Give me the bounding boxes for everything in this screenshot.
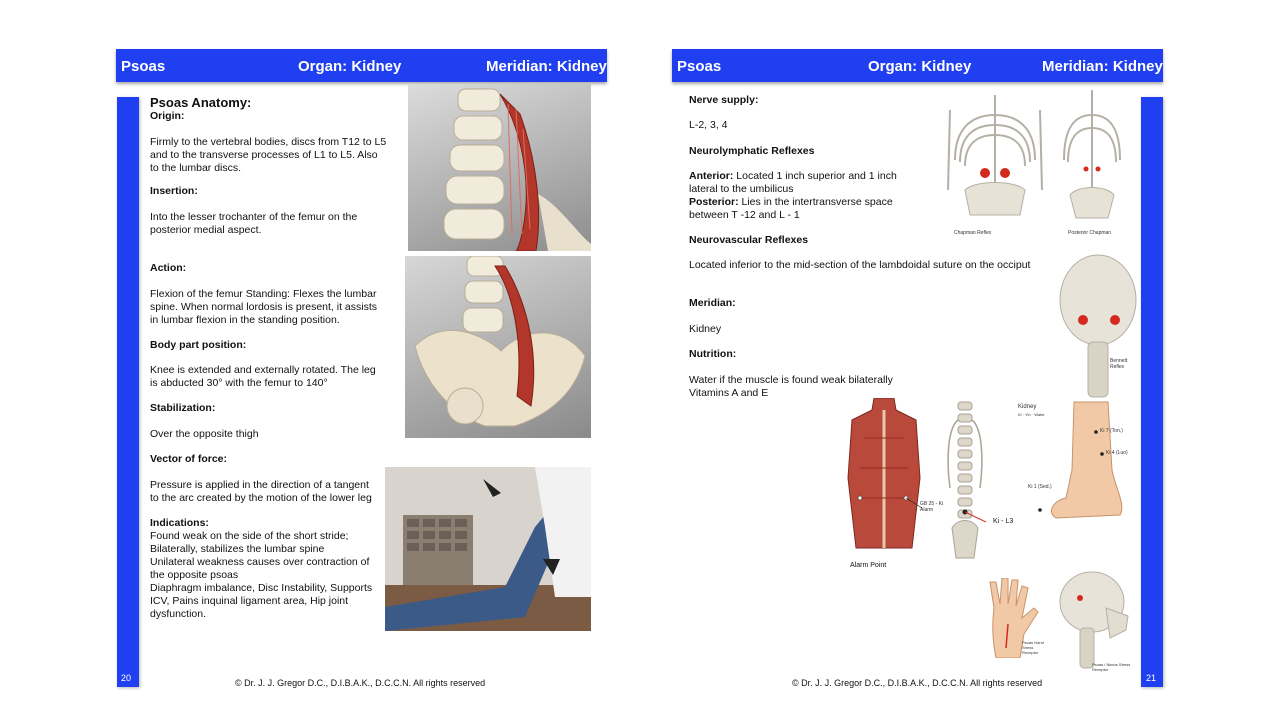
right-header-meridian: Meridian: Kidney [1042, 58, 1163, 75]
nerve-text: L-2, 3, 4 [689, 119, 728, 131]
chapman-reflex-skeleton-image [940, 90, 1050, 240]
psoas-anatomy-image-front [408, 84, 591, 251]
body-position-label: Body part position: [150, 339, 247, 351]
bennett-caption: Bennett Reflex [1110, 358, 1128, 370]
meridian-label: Meridian: [689, 297, 736, 309]
hand-stress-receptor-image [980, 578, 1050, 658]
muscle-test-photo [385, 467, 591, 631]
chapman-caption: Chapman Reflex [954, 230, 992, 236]
left-sidebar [117, 97, 139, 687]
posterior-chapman-skeleton-image [1058, 90, 1126, 240]
left-footer: © Dr. J. J. Gregor D.C., D.I.B.A.K., D.C.C.N. All rights reserved [235, 678, 486, 688]
body-position-text: Knee is extended and externally rotated. The leg is abducted 30° with the femur to 140° [150, 364, 376, 389]
alarm-point-back-image [846, 398, 922, 569]
origin-text: Firmly to the vertebral bodies, discs from T12 to L5 and to the transverse processes of L1 to L5. Also to the lumbar discs. [150, 136, 387, 174]
spine-ki-l3-image [944, 398, 986, 562]
neurovascular-text: Located inferior to the mid-section of the lambdoidal suture on the occiput [689, 259, 1031, 271]
meridian-text: Kidney [689, 323, 722, 335]
ki-l3-caption: Ki - L3 [993, 518, 1014, 525]
vector-label: Vector of force: [150, 453, 228, 465]
kidney-label: Kidney [1018, 404, 1037, 410]
left-header-muscle: Psoas [121, 58, 166, 75]
stabilization-label: Stabilization: [150, 402, 216, 414]
indications-label: Indications: [150, 517, 209, 529]
left-page-number: 20 [121, 673, 132, 683]
neurolymphatic-text: Anterior: Located 1 inch superior and 1 inch lateral to the umbilicus Posterior: Lies in the intertransverse space between T -12 and L - 1 [689, 170, 897, 221]
vector-text: Pressure is applied in the direction of a tangent to the arc created by the motion of the lower leg [150, 479, 372, 504]
right-footer: © Dr. J. J. Gregor D.C., D.I.B.A.K., D.C.C.N. All rights reserved [792, 678, 1043, 688]
nerve-label: Nerve supply: [689, 94, 759, 106]
bennett-reflex-skull-image [1058, 250, 1138, 400]
origin-label: Origin: [150, 110, 185, 122]
kidney-meridian-foot-image [1016, 400, 1128, 520]
nutrition-label: Nutrition: [689, 348, 737, 360]
left-header-meridian: Meridian: Kidney [486, 58, 607, 75]
right-header-organ: Organ: Kidney [868, 58, 972, 75]
left-page-text [150, 96, 400, 175]
insertion-label: Insertion: [150, 185, 198, 197]
action-label: Action: [150, 262, 187, 274]
neurolymphatic-label: Neurolymphatic Reflexes [689, 145, 815, 157]
action-text: Flexion of the femur Standing: Flexes the lumbar spine. When normal lordosis is present, it assists in lumbar flexion in the standing position. [150, 288, 378, 326]
stabilization-text: Over the opposite thigh [150, 428, 259, 440]
page-title: Psoas Anatomy: [150, 95, 252, 110]
neurovascular-label: Neurovascular Reflexes [689, 234, 809, 246]
insertion-text: Into the lesser trochanter of the femur on the posterior medial aspect. [150, 211, 358, 236]
gb25-caption: GB 25 - Ki Alarm [920, 501, 944, 513]
psoas-anatomy-image-pelvis [405, 256, 591, 438]
left-page-header [116, 49, 607, 82]
right-header-muscle: Psoas [677, 58, 722, 75]
right-page-number: 21 [1146, 673, 1157, 683]
nutrition-text: Water if the muscle is found weak bilaterally Vitamins A and E [689, 374, 893, 399]
ki7-caption: Ki 7 (Ton.) [1100, 428, 1123, 434]
ki1-caption: Ki 1 (Sed.) [1028, 484, 1052, 490]
posterior-chapman-caption: Posterior Chapman [1068, 230, 1112, 236]
hand-caption: Psoas Hand Stress Receptor [1022, 640, 1044, 655]
indications-block: Indications: Found weak on the side of the short stride; Bilaterally, stabilizes the lumbar spine Unilateral weakness causes over contraction of the opposite psoas Diaphragm imbalance, Disc Instability, Supports ICV, Pains inquinal ligament area, Hip joint dysfunction. [150, 517, 373, 620]
ki4-caption: Ki 4 (Luo) [1106, 450, 1128, 456]
left-header-organ: Organ: Kidney [298, 58, 402, 75]
right-page-header [672, 49, 1163, 82]
skull-caption: Psoas / Iliacus Stress Receptor [1092, 662, 1131, 672]
skull-stress-receptor-image [1056, 568, 1138, 678]
alarm-point-caption: Alarm Point [850, 562, 887, 569]
kidney-sub: Ki · Yin · Water [1018, 412, 1045, 417]
right-sidebar [1141, 97, 1163, 687]
